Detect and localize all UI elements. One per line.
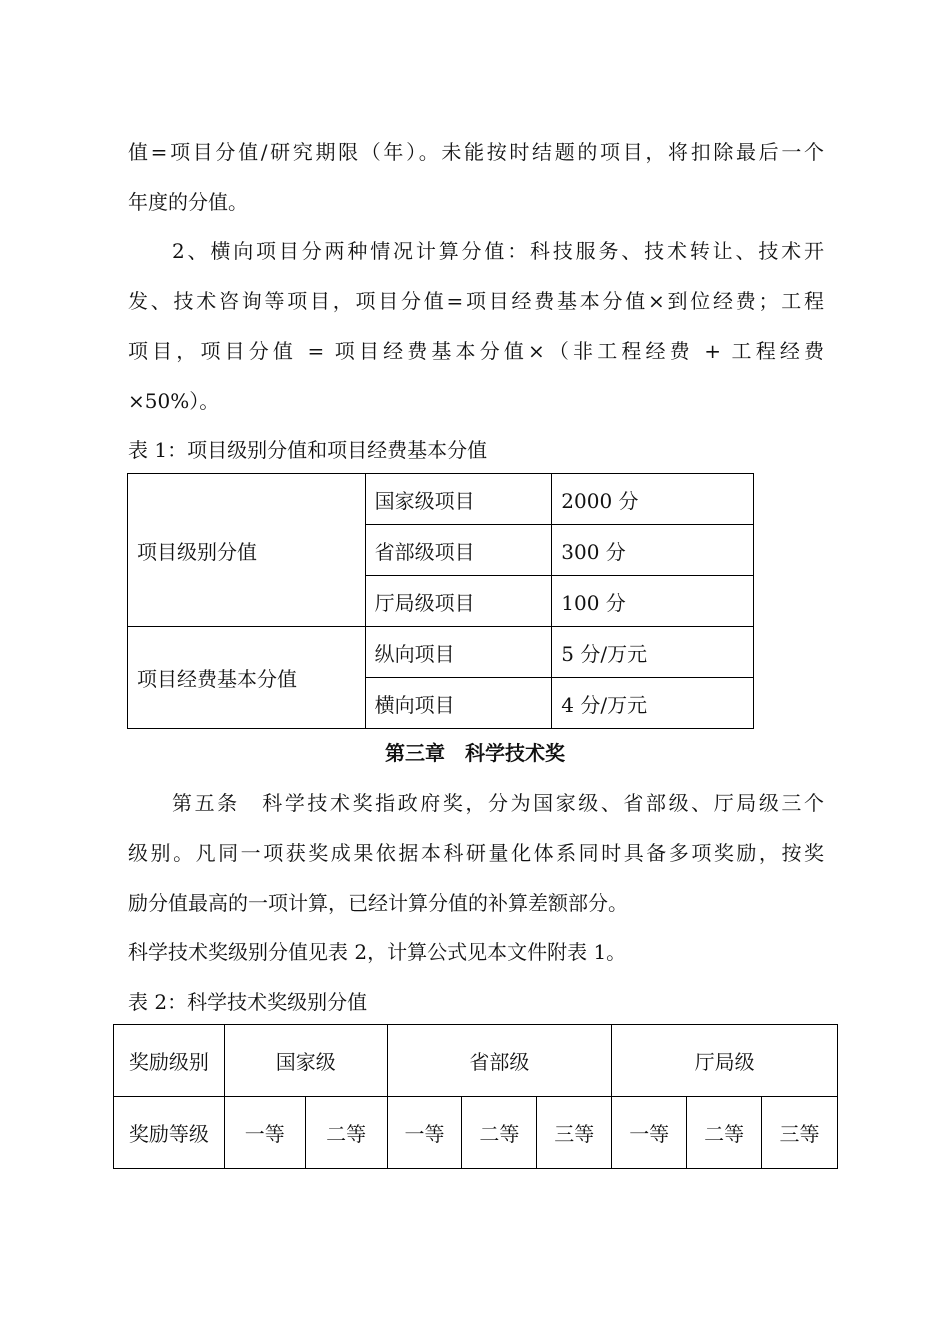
award-level-table — [113, 1024, 838, 1169]
table2-caption: 表 2：科学技术奖级别分值 — [128, 990, 368, 1014]
paragraph-line: 发、技术咨询等项目，项目分值=项目经费基本分值×到位经费；工程 — [128, 289, 824, 313]
table-cell: 二等 — [462, 1097, 537, 1169]
table-row — [114, 1025, 838, 1097]
paragraph-line: ×50%）。 — [128, 389, 220, 413]
paragraph-line: 值=项目分值/研究期限（年）。未能按时结题的项目，将扣除最后一个 — [128, 140, 824, 164]
table-cell: 一等 — [612, 1097, 687, 1169]
project-score-table — [127, 473, 754, 729]
group-label: 项目级别分值 — [128, 474, 366, 627]
row-header: 奖励级别 — [114, 1025, 225, 1097]
table-cell: 一等 — [224, 1097, 305, 1169]
table-cell: 4 分/万元 — [552, 678, 754, 729]
table-cell: 厅局级项目 — [365, 576, 552, 627]
table-cell: 厅局级 — [612, 1025, 838, 1097]
group-label: 项目经费基本分值 — [128, 627, 366, 729]
table-cell: 二等 — [305, 1097, 387, 1169]
table-cell: 一等 — [387, 1097, 462, 1169]
table-cell: 省部级项目 — [365, 525, 552, 576]
row-header: 奖励等级 — [114, 1097, 225, 1169]
table-cell: 横向项目 — [365, 678, 552, 729]
table-cell: 三等 — [762, 1097, 838, 1169]
table-row — [128, 474, 754, 525]
paragraph-line: 级别。凡同一项获奖成果依据本科研量化体系同时具备多项奖励，按奖 — [128, 841, 824, 865]
table-cell: 100 分 — [552, 576, 754, 627]
chapter-title: 第三章 科学技术奖 — [385, 741, 565, 765]
table-cell: 国家级 — [224, 1025, 387, 1097]
paragraph-line: 科学技术奖级别分值见表 2，计算公式见本文件附表 1。 — [128, 940, 627, 964]
table-row — [128, 627, 754, 678]
table-cell: 三等 — [537, 1097, 612, 1169]
paragraph-line: 励分值最高的一项计算，已经计算分值的补算差额部分。 — [128, 891, 628, 915]
table-cell: 5 分/万元 — [552, 627, 754, 678]
paragraph-line: 第五条 科学技术奖指政府奖，分为国家级、省部级、厅局级三个 — [172, 791, 824, 815]
table-cell: 二等 — [687, 1097, 762, 1169]
table-cell: 2000 分 — [552, 474, 754, 525]
paragraph-line: 2、横向项目分两种情况计算分值：科技服务、技术转让、技术开 — [172, 239, 824, 263]
paragraph-line: 年度的分值。 — [128, 190, 248, 214]
paragraph-line: 项目，项目分值 = 项目经费基本分值×（非工程经费 + 工程经费 — [128, 339, 824, 363]
table-cell: 300 分 — [552, 525, 754, 576]
table1-caption: 表 1：项目级别分值和项目经费基本分值 — [128, 438, 488, 462]
table-cell: 国家级项目 — [365, 474, 552, 525]
table-cell: 省部级 — [387, 1025, 612, 1097]
table-cell: 纵向项目 — [365, 627, 552, 678]
table-row — [114, 1097, 838, 1169]
